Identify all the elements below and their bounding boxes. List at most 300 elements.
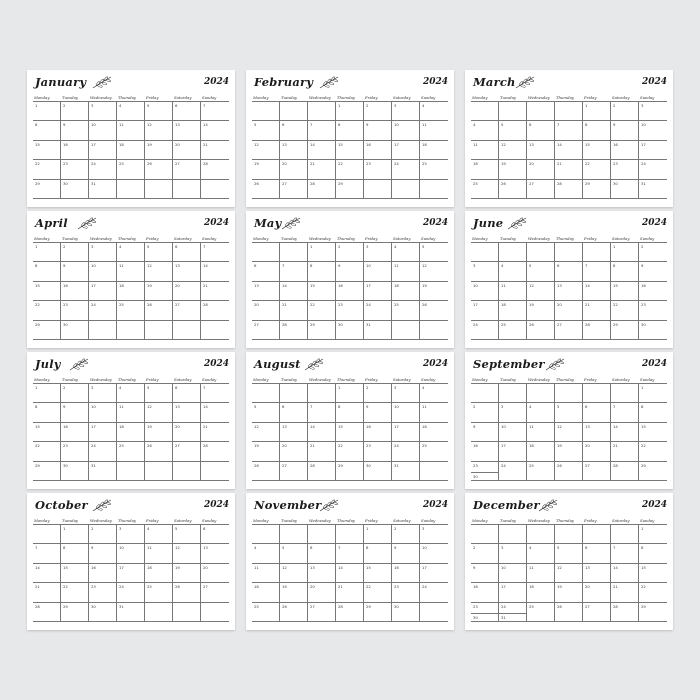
weekday-label: Saturday xyxy=(174,95,192,100)
day-number: 24 xyxy=(394,161,399,167)
day-cell xyxy=(308,524,336,543)
day-cell xyxy=(280,140,308,159)
day-number: 3 xyxy=(501,404,504,410)
day-number: 17 xyxy=(394,423,399,429)
day-cell xyxy=(499,602,527,621)
day-number: 3 xyxy=(119,526,122,531)
day-cell xyxy=(639,320,667,339)
day-cell xyxy=(252,320,280,339)
day-number: 9 xyxy=(91,545,94,551)
day-cell xyxy=(555,563,583,582)
month-card-november xyxy=(246,493,454,630)
day-cell xyxy=(420,563,448,582)
day-cell xyxy=(308,179,336,198)
day-cell xyxy=(61,422,89,441)
day-number: 21 xyxy=(338,584,343,590)
day-number: 16 xyxy=(473,584,478,590)
day-number: 26 xyxy=(529,321,534,327)
day-number: 11 xyxy=(254,564,259,570)
day-number: 16 xyxy=(366,141,371,147)
day-number: 12 xyxy=(501,141,506,147)
day-number: 17 xyxy=(473,302,478,308)
day-number: 27 xyxy=(585,603,590,609)
day-number: 26 xyxy=(147,161,152,167)
day-number: 5 xyxy=(147,385,150,390)
day-number: 21 xyxy=(613,584,618,590)
weekday-label: Wednesday xyxy=(90,518,112,523)
weekday-label: Saturday xyxy=(174,236,192,241)
day-number: 15 xyxy=(613,282,618,288)
day-cell xyxy=(364,422,392,441)
day-cell xyxy=(252,582,280,601)
day-cell xyxy=(145,582,173,601)
day-number: 6 xyxy=(175,385,178,390)
day-cell xyxy=(392,261,420,280)
day-cell xyxy=(89,300,117,319)
day-cell xyxy=(89,281,117,300)
day-cell xyxy=(583,383,611,402)
weekday-label: Sunday xyxy=(202,95,217,100)
day-cell xyxy=(280,383,308,402)
day-cell xyxy=(33,179,61,198)
weekday-label: Tuesday xyxy=(500,236,517,241)
day-cell xyxy=(583,281,611,300)
day-number: 26 xyxy=(175,584,180,590)
day-cell xyxy=(583,242,611,261)
day-number: 20 xyxy=(282,161,287,167)
day-cell xyxy=(364,602,392,621)
day-number: 27 xyxy=(175,443,180,449)
day-number: 1 xyxy=(641,526,644,531)
day-number: 25 xyxy=(254,603,259,609)
day-cell xyxy=(527,461,555,480)
day-number: 16 xyxy=(63,282,68,288)
day-cell xyxy=(336,441,364,460)
weekday-label: Sunday xyxy=(640,95,655,100)
day-number: 20 xyxy=(557,302,562,308)
weekday-label: Friday xyxy=(365,377,378,382)
day-number: 1 xyxy=(310,244,313,249)
weekday-label: Tuesday xyxy=(62,518,79,523)
day-cell xyxy=(420,461,448,480)
day-cell xyxy=(89,179,117,198)
day-number: 2 xyxy=(394,526,397,531)
day-cell xyxy=(280,120,308,139)
day-cell xyxy=(392,582,420,601)
day-cell xyxy=(201,543,229,562)
day-number: 22 xyxy=(366,584,371,590)
weekday-label: Sunday xyxy=(421,236,436,241)
day-cell xyxy=(527,101,555,120)
day-cell xyxy=(527,281,555,300)
day-cell xyxy=(527,402,555,421)
day-cell xyxy=(173,441,201,460)
day-cell xyxy=(33,101,61,120)
day-cell xyxy=(201,563,229,582)
day-number: 8 xyxy=(641,404,644,410)
day-number: 13 xyxy=(310,564,315,570)
day-cell xyxy=(145,261,173,280)
day-cell xyxy=(639,101,667,120)
day-number: 7 xyxy=(613,404,616,410)
day-number: 21 xyxy=(310,443,315,449)
day-number: 10 xyxy=(422,545,427,551)
day-number: 14 xyxy=(203,263,208,269)
day-cell xyxy=(89,261,117,280)
day-cell xyxy=(392,140,420,159)
weekday-label: Sunday xyxy=(640,236,655,241)
month-card-june xyxy=(465,211,673,348)
weekday-label: Monday xyxy=(472,236,488,241)
day-cell xyxy=(611,524,639,543)
day-cell xyxy=(61,300,89,319)
day-number: 9 xyxy=(366,404,369,410)
month-name: April xyxy=(35,216,68,230)
month-header xyxy=(471,356,667,376)
day-number: 20 xyxy=(282,443,287,449)
day-number: 12 xyxy=(147,122,152,128)
year-label: 2024 xyxy=(641,218,667,228)
weekday-label: Tuesday xyxy=(500,377,517,382)
day-cell xyxy=(499,300,527,319)
weekday-label: Sunday xyxy=(640,377,655,382)
day-number: 4 xyxy=(422,103,425,108)
day-number: 29 xyxy=(585,180,590,186)
month-grid xyxy=(471,101,667,199)
day-number: 23 xyxy=(63,302,68,308)
day-cell xyxy=(145,543,173,562)
day-number: 26 xyxy=(557,603,562,609)
day-cell xyxy=(280,602,308,621)
day-cell xyxy=(420,582,448,601)
year-label: 2024 xyxy=(422,359,448,369)
leaf-sprig-icon xyxy=(515,74,535,90)
weekday-label: Sunday xyxy=(421,95,436,100)
day-cell xyxy=(145,242,173,261)
day-cell xyxy=(201,402,229,421)
day-number: 30 xyxy=(63,321,68,327)
day-cell xyxy=(173,402,201,421)
day-number: 19 xyxy=(147,282,152,288)
month-header xyxy=(33,356,229,376)
day-cell xyxy=(201,242,229,261)
day-cell xyxy=(308,120,336,139)
weekday-label: Thursday xyxy=(337,236,356,241)
day-cell xyxy=(61,441,89,460)
day-cell xyxy=(611,120,639,139)
day-number: 12 xyxy=(254,423,259,429)
day-cell xyxy=(392,101,420,120)
day-cell xyxy=(89,524,117,543)
day-number: 1 xyxy=(613,244,616,249)
weekday-label: Thursday xyxy=(556,236,575,241)
day-number: 14 xyxy=(613,423,618,429)
month-header xyxy=(252,74,448,94)
day-number: 19 xyxy=(175,564,180,570)
day-cell xyxy=(364,159,392,178)
day-number: 25 xyxy=(529,603,534,609)
day-cell xyxy=(364,383,392,402)
day-cell xyxy=(252,300,280,319)
day-cell xyxy=(252,242,280,261)
month-card-may xyxy=(246,211,454,348)
day-cell xyxy=(583,422,611,441)
day-cell xyxy=(471,441,499,460)
month-name: June xyxy=(473,216,504,230)
day-cell xyxy=(336,101,364,120)
day-number: 11 xyxy=(529,423,534,429)
day-cell xyxy=(173,524,201,543)
day-cell xyxy=(639,422,667,441)
day-number: 12 xyxy=(529,282,534,288)
day-number: 7 xyxy=(310,404,313,410)
day-cell xyxy=(308,461,336,480)
day-cell xyxy=(499,320,527,339)
month-header xyxy=(252,497,448,517)
day-cell xyxy=(89,402,117,421)
day-number: 15 xyxy=(35,141,40,147)
day-cell xyxy=(471,563,499,582)
day-number: 16 xyxy=(613,141,618,147)
day-number: 31 xyxy=(641,180,646,186)
weekday-label: Saturday xyxy=(393,236,411,241)
day-cell xyxy=(420,543,448,562)
weekday-label: Thursday xyxy=(118,95,137,100)
day-number: 6 xyxy=(585,404,588,410)
day-number: 5 xyxy=(147,103,150,108)
day-cell xyxy=(173,543,201,562)
day-number: 27 xyxy=(203,584,208,590)
day-number: 24 xyxy=(501,462,506,468)
day-cell xyxy=(33,524,61,543)
day-number: 18 xyxy=(119,282,124,288)
year-label: 2024 xyxy=(203,500,229,510)
day-cell xyxy=(117,242,145,261)
day-number: 28 xyxy=(613,603,618,609)
day-number: 25 xyxy=(422,443,427,449)
month-name: November xyxy=(254,498,322,512)
month-grid xyxy=(471,383,667,481)
day-cell xyxy=(583,543,611,562)
day-number: 26 xyxy=(147,302,152,308)
month-header xyxy=(33,215,229,235)
leaf-sprig-icon xyxy=(281,215,301,231)
day-cell xyxy=(471,159,499,178)
day-cell xyxy=(392,422,420,441)
weekday-label: Wednesday xyxy=(90,377,112,382)
month-header xyxy=(471,497,667,517)
year-label: 2024 xyxy=(641,500,667,510)
day-cell xyxy=(61,582,89,601)
day-cell xyxy=(201,461,229,480)
day-cell xyxy=(252,543,280,562)
day-cell xyxy=(252,101,280,120)
day-cell xyxy=(280,101,308,120)
day-cell xyxy=(392,524,420,543)
day-cell xyxy=(471,602,499,621)
weekday-label: Thursday xyxy=(556,377,575,382)
weekday-label: Monday xyxy=(34,377,50,382)
weekday-label: Monday xyxy=(472,518,488,523)
day-number: 27 xyxy=(529,180,534,186)
day-cell xyxy=(61,383,89,402)
day-number: 28 xyxy=(585,321,590,327)
day-cell xyxy=(639,140,667,159)
day-cell xyxy=(280,159,308,178)
day-cell xyxy=(527,524,555,543)
day-number: 30 xyxy=(91,603,96,609)
day-cell xyxy=(145,563,173,582)
day-cell xyxy=(280,524,308,543)
day-cell xyxy=(555,383,583,402)
day-number: 7 xyxy=(557,122,560,128)
day-cell xyxy=(201,101,229,120)
day-number: 3 xyxy=(91,385,94,390)
day-cell xyxy=(145,281,173,300)
day-cell xyxy=(308,441,336,460)
day-number: 14 xyxy=(310,423,315,429)
day-cell xyxy=(336,582,364,601)
day-cell xyxy=(420,383,448,402)
weekday-label: Saturday xyxy=(393,518,411,523)
weekday-label: Wednesday xyxy=(528,518,550,523)
day-cell xyxy=(392,383,420,402)
day-cell xyxy=(252,261,280,280)
leaf-sprig-icon xyxy=(69,356,89,372)
day-number: 30 xyxy=(63,180,68,186)
day-number: 17 xyxy=(501,584,506,590)
day-cell xyxy=(555,281,583,300)
day-number: 12 xyxy=(557,423,562,429)
day-number: 7 xyxy=(282,263,285,269)
day-cell xyxy=(89,441,117,460)
day-number: 7 xyxy=(203,385,206,390)
day-cell xyxy=(308,422,336,441)
day-number: 31 xyxy=(366,321,371,327)
day-cell xyxy=(583,300,611,319)
day-number: 4 xyxy=(422,385,425,390)
day-number: 10 xyxy=(91,122,96,128)
day-cell xyxy=(555,300,583,319)
weekday-label: Sunday xyxy=(202,518,217,523)
day-number: 10 xyxy=(119,545,124,551)
day-number: 30 xyxy=(613,180,618,186)
day-number: 25 xyxy=(147,584,152,590)
month-grid xyxy=(252,383,448,481)
leaf-sprig-icon xyxy=(545,356,565,372)
day-number: 2 xyxy=(473,404,476,410)
day-number: 28 xyxy=(203,161,208,167)
day-cell xyxy=(639,563,667,582)
day-number: 18 xyxy=(501,302,506,308)
day-cell xyxy=(89,242,117,261)
day-number: 7 xyxy=(338,545,341,551)
day-cell xyxy=(145,422,173,441)
day-number: 19 xyxy=(254,161,259,167)
day-number: 3 xyxy=(394,385,397,390)
year-label: 2024 xyxy=(203,359,229,369)
day-cell xyxy=(555,422,583,441)
month-name: September xyxy=(473,357,545,371)
weekday-label: Monday xyxy=(34,236,50,241)
day-cell xyxy=(639,281,667,300)
weekday-label: Friday xyxy=(146,518,159,523)
day-number: 27 xyxy=(175,161,180,167)
day-number: 1 xyxy=(366,526,369,531)
day-number: 15 xyxy=(338,141,343,147)
day-number: 5 xyxy=(282,545,285,551)
day-cell xyxy=(583,402,611,421)
weekday-label: Friday xyxy=(365,95,378,100)
day-cell xyxy=(252,563,280,582)
day-number: 29 xyxy=(613,321,618,327)
day-cell xyxy=(611,179,639,198)
day-number: 12 xyxy=(254,141,259,147)
day-cell xyxy=(89,320,117,339)
day-number: 17 xyxy=(91,141,96,147)
day-number: 12 xyxy=(175,545,180,551)
day-number: 29 xyxy=(366,603,371,609)
day-number: 9 xyxy=(63,122,66,128)
day-cell xyxy=(33,602,61,621)
day-number: 22 xyxy=(310,302,315,308)
day-cell xyxy=(201,120,229,139)
day-number: 11 xyxy=(422,404,427,410)
day-cell xyxy=(173,582,201,601)
weekday-label: Friday xyxy=(584,236,597,241)
day-cell xyxy=(308,582,336,601)
day-cell xyxy=(499,281,527,300)
day-number: 16 xyxy=(473,443,478,449)
day-number: 28 xyxy=(310,180,315,186)
day-number: 22 xyxy=(35,443,40,449)
day-cell xyxy=(308,320,336,339)
day-cell xyxy=(117,422,145,441)
day-cell xyxy=(392,461,420,480)
day-number: 18 xyxy=(147,564,152,570)
day-cell xyxy=(364,140,392,159)
day-number: 29 xyxy=(35,321,40,327)
weekday-label: Wednesday xyxy=(528,377,550,382)
day-cell xyxy=(145,441,173,460)
day-cell xyxy=(527,320,555,339)
day-cell xyxy=(61,159,89,178)
day-number: 11 xyxy=(422,122,427,128)
month-card-august xyxy=(246,352,454,489)
day-cell xyxy=(201,383,229,402)
day-cell xyxy=(117,602,145,621)
day-cell xyxy=(611,242,639,261)
weekday-label: Friday xyxy=(584,95,597,100)
day-cell xyxy=(252,179,280,198)
day-number: 6 xyxy=(254,263,257,269)
day-number: 18 xyxy=(119,141,124,147)
day-number: 13 xyxy=(529,141,534,147)
day-cell xyxy=(308,101,336,120)
calendar-grid xyxy=(27,70,673,630)
day-cell xyxy=(33,543,61,562)
day-number: 21 xyxy=(613,443,618,449)
day-cell xyxy=(145,101,173,120)
day-cell xyxy=(527,140,555,159)
day-cell xyxy=(33,120,61,139)
day-cell xyxy=(336,261,364,280)
day-cell xyxy=(308,261,336,280)
weekday-label: Thursday xyxy=(556,518,575,523)
day-cell xyxy=(173,159,201,178)
day-number: 10 xyxy=(501,423,506,429)
day-cell xyxy=(280,563,308,582)
